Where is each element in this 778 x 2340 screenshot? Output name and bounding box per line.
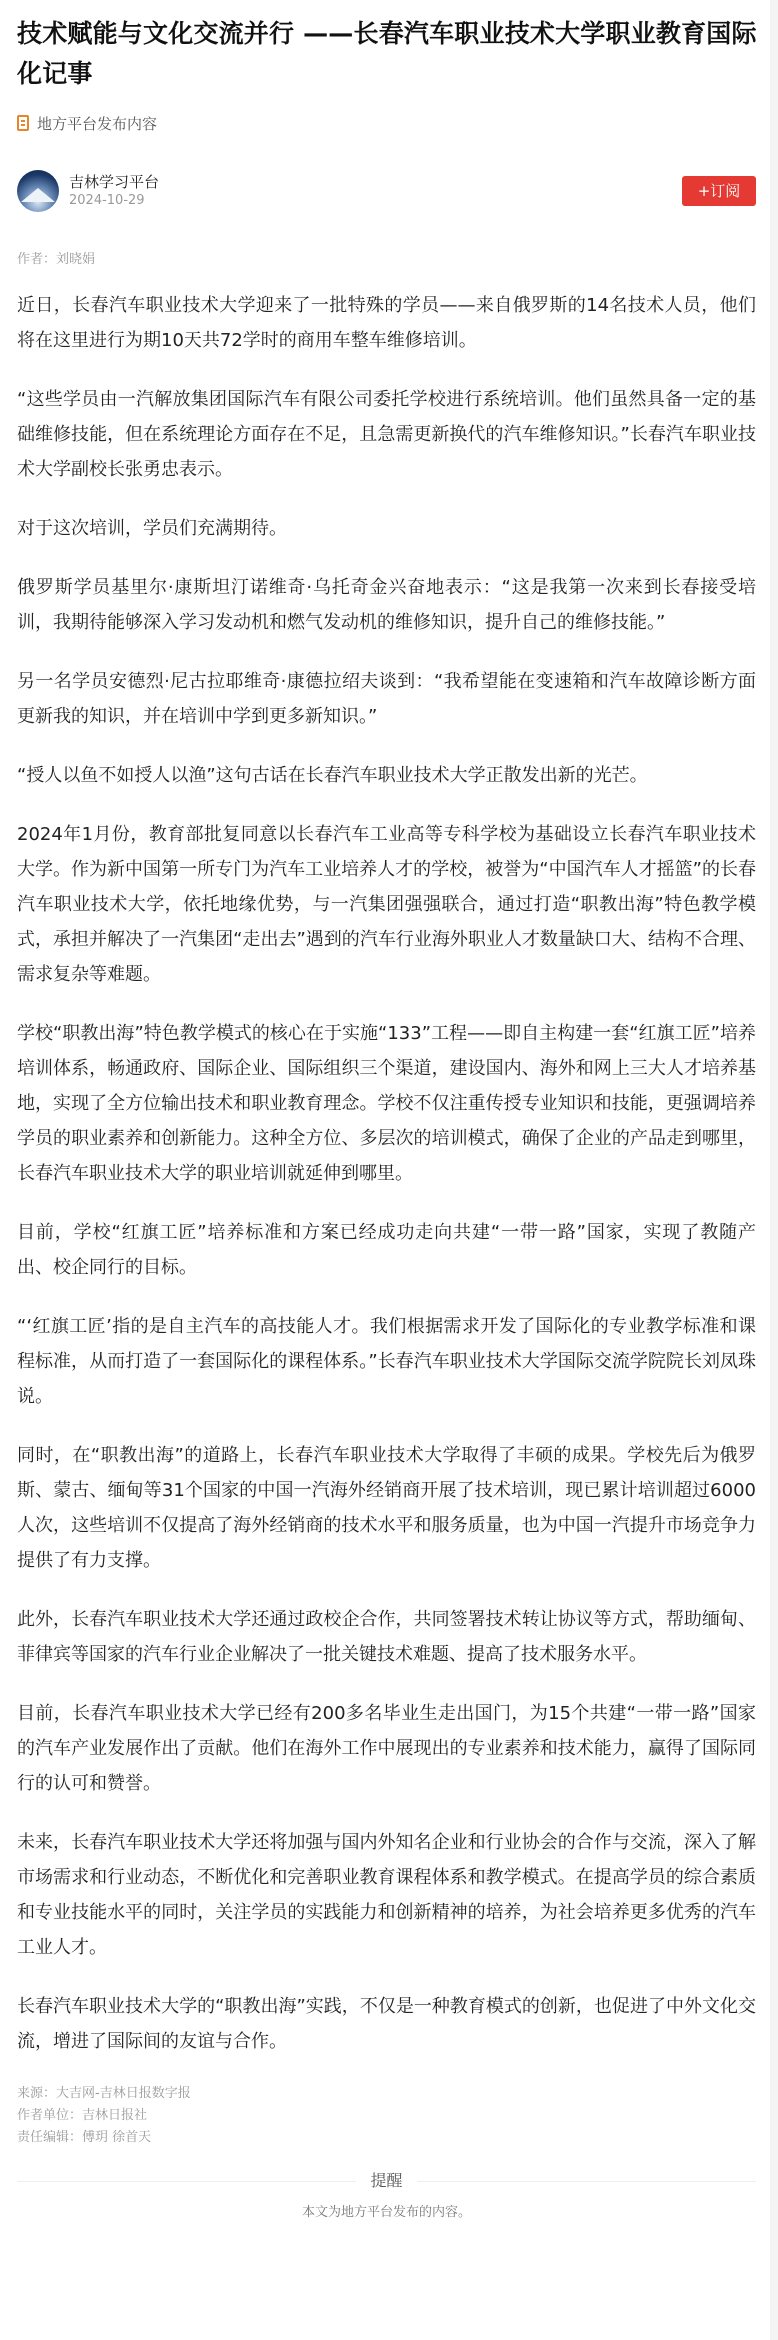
paragraph: “授人以鱼不如授人以渔”这句古话在长春汽车职业技术大学正散发出新的光芒。 — [17, 765, 648, 786]
paragraph: “‘红旗工匠’指的是自主汽车的高技能人才。我们根据需求开发了国际化的专业教学标准和课程标准，从而打造了一套国际化的课程体系。”长春汽车职业技术大学国际交流学院院长刘凤珠说。 — [17, 1316, 756, 1407]
paragraph: 2024年1月份，教育部批复同意以长春汽车工业高等专科学校为基础设立长春汽车职业技术大学。作为新中国第一所专门为汽车工业培养人才的学校，被誉为“中国汽车人才摇篮”的长春汽车职业技术大学，依托地缘优势，与一汽集团强强联合，通过打造“职教出海”特色教学模式，承担并解决了一汽集团“走出去”遇到的汽车行业海外职业人才数量缺口大、结构不合理、需求复杂等难题。 — [17, 824, 756, 985]
footer-unit: 作者单位：吉林日报社 — [17, 2108, 148, 2123]
source-tag — [17, 110, 756, 136]
document-icon — [17, 115, 29, 131]
paragraph: 同时，在“职教出海”的道路上，长春汽车职业技术大学取得了丰硕的成果。学校先后为俄罗斯、蒙古、缅甸等31个国家的中国一汽海外经销商开展了技术培训，现已累计培训超过6000人次，这些培训不仅提高了海外经销商的技术水平和服务质量，也为中国一汽提升市场竞争力提供了有力支撑。 — [17, 1445, 756, 1571]
byline: 作者：刘晓娟 — [17, 252, 96, 267]
notice-section — [17, 2169, 756, 2239]
mountain-icon — [21, 188, 55, 202]
paragraph: 目前，学校“红旗工匠”培养标准和方案已经成功走向共建“一带一路”国家，实现了教随产出、校企同行的目标。 — [17, 1222, 756, 1278]
footer-editor: 责任编辑：傅玥 徐首天 — [17, 2130, 152, 2145]
subscribe-button[interactable]: +订阅 — [682, 176, 756, 206]
paragraph: 俄罗斯学员基里尔·康斯坦汀诺维奇·乌托奇金兴奋地表示：“这是我第一次来到长春接受培训，我期待能够深入学习发动机和燃气发动机的维修知识，提升自己的维修技能。” — [17, 577, 756, 633]
paragraph: 对于这次培训，学员们充满期待。 — [17, 518, 287, 539]
paragraph: 另一名学员安德烈·尼古拉耶维奇·康德拉绍夫谈到：“我希望能在变速箱和汽车故障诊断方面更新我的知识，并在培训中学到更多新知识。” — [17, 671, 756, 727]
source-tag-label: 地方平台发布内容 — [37, 114, 158, 133]
paragraph: 未来，长春汽车职业技术大学还将加强与国内外知名企业和行业协会的合作与交流，深入了解市场需求和行业动态，不断优化和完善职业教育课程体系和教学模式。在提高学员的综合素质和专业技能水平的同时，关注学员的实践能力和创新精神的培养，为社会培养更多优秀的汽车工业人才。 — [17, 1832, 756, 1958]
scrollbar[interactable] — [770, 0, 778, 2340]
author-meta — [69, 172, 159, 210]
avatar[interactable] — [17, 170, 59, 212]
paragraph: 目前，长春汽车职业技术大学已经有200多名毕业生走出国门，为15个共建“一带一路”国家的汽车产业发展作出了贡献。他们在海外工作中展现出的专业素养和技术能力，赢得了国际同行的认可和赞誉。 — [17, 1703, 756, 1794]
paragraph: 长春汽车职业技术大学的“职教出海”实践，不仅是一种教育模式的创新，也促进了中外文化交流，增进了国际间的友谊与合作。 — [17, 1996, 756, 2052]
article-body — [17, 288, 756, 2059]
paragraph: “这些学员由一汽解放集团国际汽车有限公司委托学校进行系统培训。他们虽然具备一定的基础维修技能，但在系统理论方面存在不足，且急需更新换代的汽车维修知识。”长春汽车职业技术大学副校长张勇忠表示。 — [17, 389, 756, 480]
notice-text: 本文为地方平台发布的内容。 — [301, 2205, 471, 2220]
paragraph: 学校“职教出海”特色教学模式的核心在于实施“133”工程——即自主构建一套“红旗工匠”培养培训体系，畅通政府、国际企业、国际组织三个渠道，建设国内、海外和网上三大人才培养基地，实现了全方位输出技术和职业教育理念。学校不仅注重传授专业知识和技能，更强调培养学员的职业素养和创新能力。这种全方位、多层次的培训模式，确保了企业的产品走到哪里，长春汽车职业技术大学的职业培训就延伸到哪里。 — [17, 1023, 756, 1184]
notice-title: 提醒 — [356, 2169, 416, 2193]
author-row — [17, 168, 756, 214]
footer-source: 来源：大吉网-吉林日报数字报 — [17, 2086, 191, 2101]
footer-meta — [17, 2083, 756, 2149]
author-name[interactable]: 吉林学习平台 — [69, 173, 160, 191]
publish-date: 2024-10-29 — [69, 193, 145, 208]
paragraph: 此外，长春汽车职业技术大学还通过政校企合作，共同签署技术转让协议等方式，帮助缅甸、菲律宾等国家的汽车行业企业解决了一批关键技术难题、提高了技术服务水平。 — [17, 1609, 756, 1665]
paragraph: 近日，长春汽车职业技术大学迎来了一批特殊的学员——来自俄罗斯的14名技术人员，他们将在这里进行为期10天共72学时的商用车整车维修培训。 — [17, 295, 756, 351]
article-title: 技术赋能与文化交流并行 ——长春汽车职业技术大学职业教育国际化记事 — [17, 19, 757, 88]
